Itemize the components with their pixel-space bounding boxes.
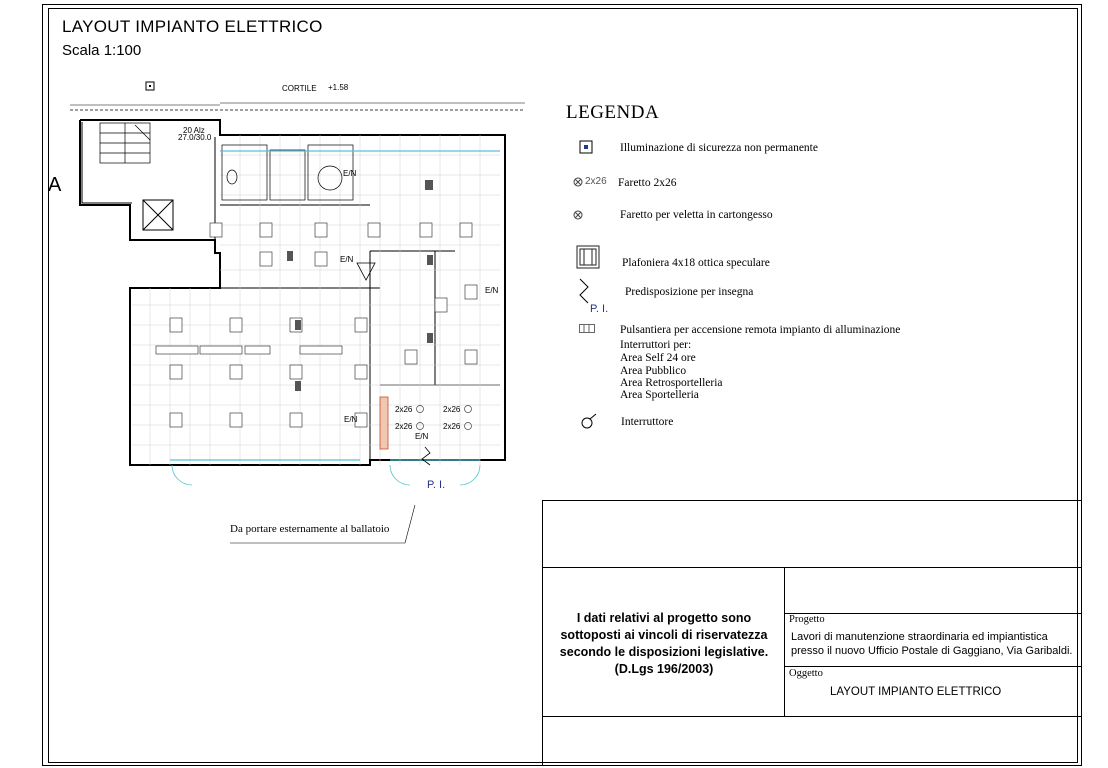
drawing-title: LAYOUT IMPIANTO ELETTRICO [62,17,323,36]
cortile-label: CORTILE [282,84,317,93]
floor-plan [60,75,530,545]
progetto-label: Progetto [789,614,825,625]
oggetto-label: Oggetto [789,668,823,679]
legend-title: LEGENDA [566,102,660,123]
faretto-label-1: 2x26 [395,405,413,414]
spotlight-icon [573,210,583,220]
legend-label-faretto-veletta: Faretto per veletta in cartongesso [620,209,773,221]
legend-label-pulsantiera: Pulsantiera per accensione remota impianto di alluminazione [620,324,901,336]
legend-pi: P. I. [590,303,609,315]
desk-element [380,397,388,449]
spotlight-2x26-icon [573,177,583,187]
privacy-line: sottoposti ai vincoli di riservatezza [560,628,768,642]
ceiling-light-icon [576,245,600,269]
privacy-notice [548,610,780,678]
faretto-label-2: 2x26 [443,405,461,414]
en-label-3: E/N [485,286,499,295]
progetto-line-1: Lavori di manutenzione straordinaria ed impiantistica [791,631,1048,643]
drawing-scale: Scala 1:100 [62,42,142,59]
legend-switch-2: Area Pubblico [620,365,687,377]
emergency-light-icon [579,140,593,154]
oggetto-value: LAYOUT IMPIANTO ELETTRICO [830,686,1002,698]
privacy-line: secondo le disposizioni legislative. [559,645,769,659]
en-label-2: E/N [340,255,354,264]
progetto-line-2: presso il nuovo Ufficio Postale di Gaggiano, Via Garibaldi. [791,645,1073,657]
en-label-4: E/N [344,415,358,424]
en-label-1: E/N [343,169,357,178]
grid-row-label: A [48,174,62,196]
sign-icon [422,447,430,465]
pi-label: P. I. [427,479,446,491]
stair-note-1: 20 Alz [183,126,205,135]
legend-label-faretto: Faretto 2x26 [618,177,677,189]
cortile-level: +1.58 [328,83,349,92]
title-block-top [542,500,1082,568]
legend-prefix-2x26: 2x26 [585,176,607,187]
switch-icon [579,412,601,430]
plan-note: Da portare esternamente al ballatoio [230,523,390,535]
push-button-panel-icon [579,324,595,334]
legend-label-insegna: Predisposizione per insegna [625,286,754,298]
faretto-label-4: 2x26 [443,422,461,431]
elevator [143,200,173,230]
legend-label-plafoniera: Plafoniera 4x18 ottica speculare [622,257,770,269]
title-block-bottom [542,716,1082,766]
privacy-line: (D.Lgs 196/2003) [614,662,714,676]
privacy-line: I dati relativi al progetto sono [576,611,752,625]
legend-label-interruttore: Interruttore [621,416,674,428]
stair-note-2: 27.0/30.0 [178,133,212,142]
legend-switch-4: Area Sportelleria [620,389,699,401]
en-label-5: E/N [415,432,429,441]
faretto-label-3: 2x26 [395,422,413,431]
legend-label-emergency: Illuminazione di sicurezza non permanente [620,142,818,154]
legend-switches-heading: Interruttori per: [620,339,692,351]
legend-switch-1: Area Self 24 ore [620,352,696,364]
legend-switch-3: Area Retrosportelleria [620,377,723,389]
